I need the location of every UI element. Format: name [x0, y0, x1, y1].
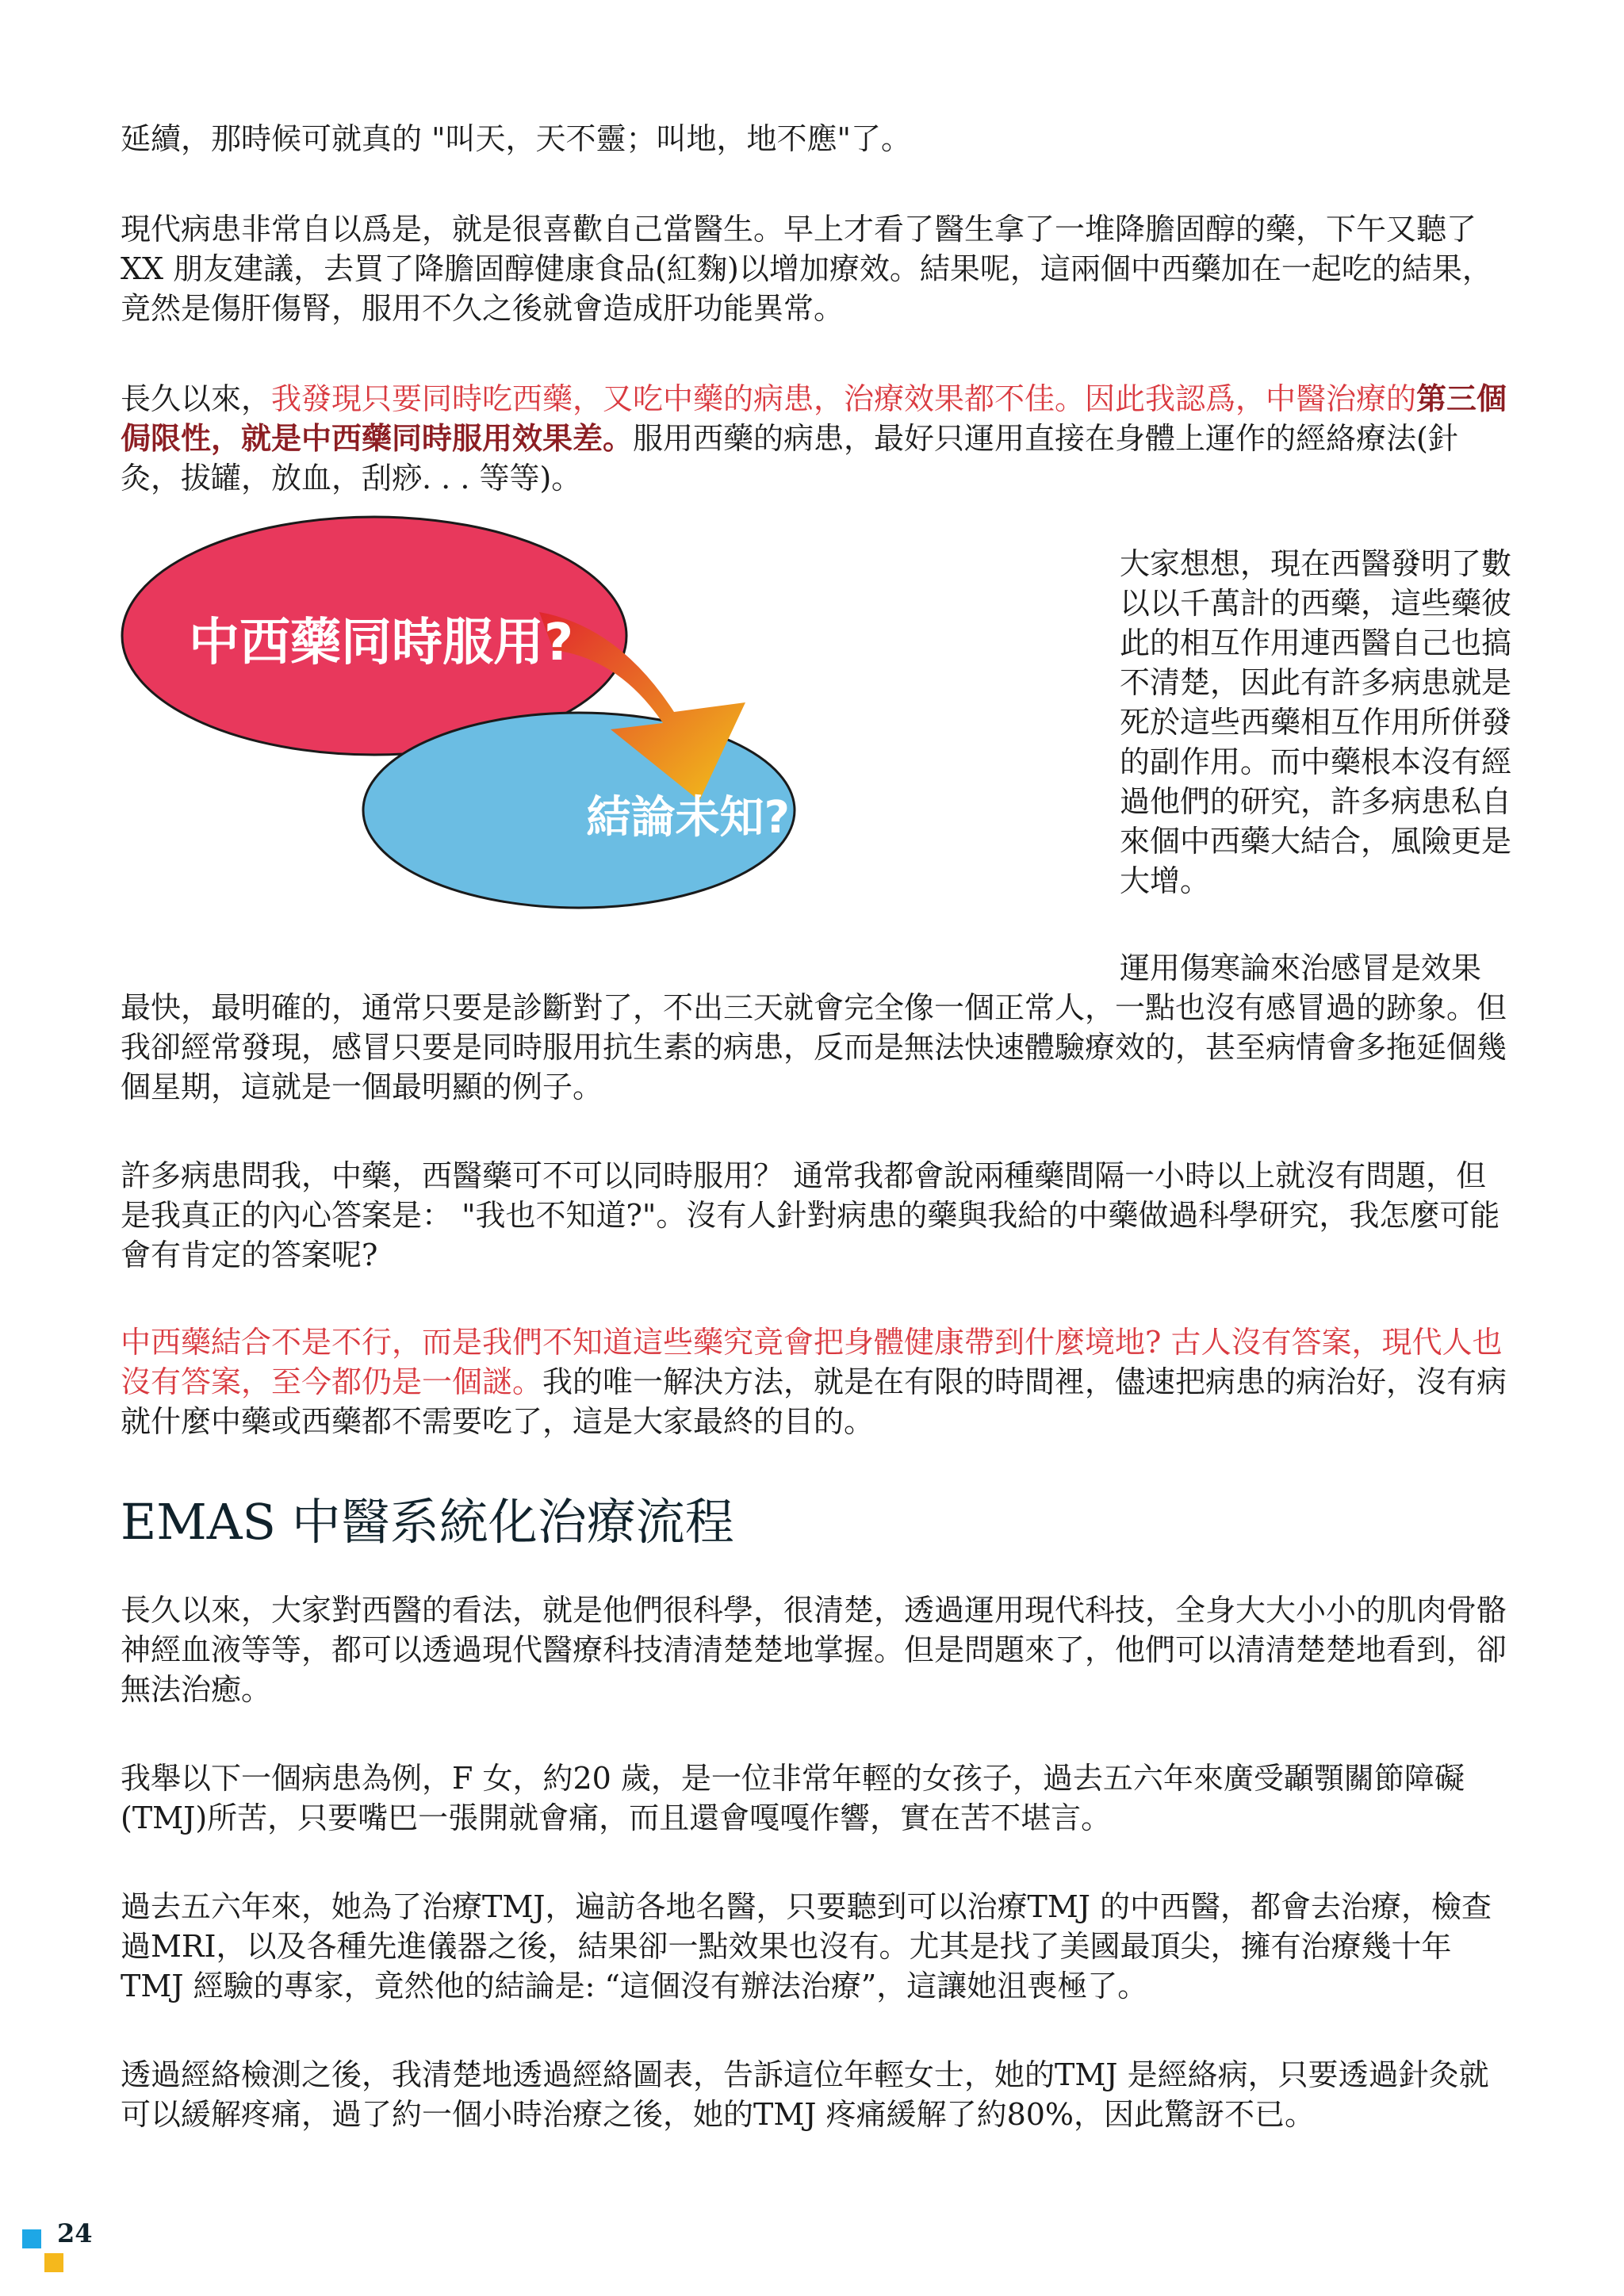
- paragraph-6-rest: 我的唯一解決方法，就是在有限的時間裡，儘速把病患的病治好，沒有病就什麼中藥或西藥都不需要吃了，這是大家最終的目的。: [121, 1364, 1507, 1439]
- paragraph-8: 我舉以下一個病患為例，F 女，約20 歲，是一位非常年輕的女孩子，過去五六年來廣受顳顎關節障礙(TMJ)所苦，只要嘴巴一張開就會痛，而且還會嘎嘎作響，實在苦不堪言。: [121, 1761, 1465, 1835]
- paragraph-10: 透過經絡檢測之後，我清楚地透過經絡圖表，告訴這位年輕女士，她的TMJ 是經絡病，只要透過針灸就可以緩解疼痛，過了約一個小時治療之後，她的TMJ 疼痛緩解了約80%，因此驚訝不已。: [121, 2057, 1489, 2132]
- paragraph-3-rest: 服用西藥的病患，最好只運用直接在身體上運作的經絡療法(針灸，拔罐，放血，刮痧. . . 等等)。: [121, 421, 1458, 496]
- page-number: 24: [57, 2218, 93, 2248]
- yellow-square-icon: [44, 2253, 63, 2272]
- paragraph-6-highlight: 中西藥結合不是不行，而是我們不知道這些藥究竟會把身體健康帶到什麼境地? 古人沒有答案，現代人也沒有答案，至今都仍是一個謎。: [121, 1325, 1503, 1399]
- paragraph-3-highlight: 我發現只要同時吃西藥，又吃中藥的病患，治療效果都不佳。因此我認爲，中醫治療的: [271, 381, 1417, 416]
- drug-interaction-diagram: [95, 515, 1110, 912]
- paragraph-2: 現代病患非常自以爲是，就是很喜歡自己當醫生。早上才看了醫生拿了一堆降膽固醇的藥，下午又聽了XX 朋友建議，去買了降膽固醇健康食品(紅麴)以增加療效。結果呢，這兩個中西藥加在一起吃的結果，竟然是傷肝傷腎，服用不久之後就會造成肝功能異常。: [121, 212, 1492, 326]
- paragraph-3-bold-highlight: 第三個侷限性，就是中西藥同時服用效果差。: [121, 381, 1507, 456]
- paragraph-5: 許多病患問我，中藥，西醫藥可不可以同時服用？ 通常我都會說兩種藥間隔一小時以上就沒有問題，但是我真正的內心答案是： "我也不知道?"。沒有人針對病患的藥與我給的中藥做過科學研究，我怎麼可能會有肯定的答案呢?: [121, 1158, 1500, 1272]
- paragraph-6: [121, 1322, 1516, 1441]
- paragraph-3-intro: 長久以來，: [121, 381, 272, 416]
- combined-medication-label: 中西藥同時服用?: [189, 614, 574, 672]
- paragraph-3: [121, 379, 1516, 498]
- paragraph-7: 長久以來，大家對西醫的看法，就是他們很科學，很清楚，透過運用現代科技，全身大大小小的肌肉骨骼神經血液等等，都可以透過現代醫療科技清清楚楚地掌握。但是問題來了，他們可以清清楚楚地看到，卻無法治癒。: [121, 1593, 1507, 1707]
- blue-square-icon: [22, 2229, 41, 2248]
- paragraph-9: 過去五六年來，她為了治療TMJ，遍訪各地名醫，只要聽到可以治療TMJ 的中西醫，都會去治療，檢查過MRI，以及各種先進儀器之後，結果卻一點效果也沒有。尤其是找了美國最頂尖，擁有治療幾十年 TMJ 經驗的專家，竟然他的結論是: “這個沒有辦法治療”，這讓她沮喪極了。: [121, 1889, 1492, 2003]
- unknown-conclusion-label: 結論未知?: [586, 792, 790, 844]
- paragraph-1: 延續，那時候可就真的 "叫天，天不靈；叫地，地不應"了。: [121, 121, 912, 156]
- side-paragraph: 大家想想，現在西醫發明了數以以千萬計的西藥，這些藥彼此的相互作用連西醫自己也搞不清楚，因此有許多病患就是死於這些西藥相互作用所併發的副作用。而中藥根本沒有經過他們的研究，許多病患私自來個中西藥大結合，風險更是大增。: [1120, 546, 1512, 898]
- paragraph-4-start: 運用傷寒論來治感冒是效果: [1120, 951, 1482, 985]
- paragraph-4: 最快，最明確的，通常只要是診斷對了，不出三天就會完全像一個正常人，一點也沒有感冒過的跡象。但我卻經常發現，感冒只要是同時服用抗生素的病患，反而是無法快速體驗療效的，甚至病情會多拖延個幾個星期，這就是一個最明顯的例子。: [121, 990, 1507, 1104]
- section-heading: EMAS 中醫系統化治療流程: [121, 1493, 734, 1551]
